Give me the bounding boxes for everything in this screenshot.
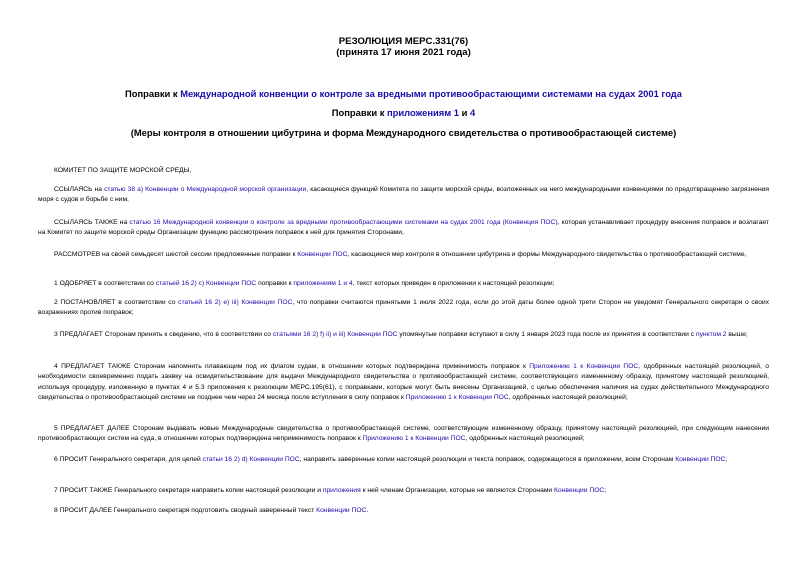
annex-link[interactable]: приложения: [322, 487, 361, 494]
adoption-date: (принята 17 июня 2021 года): [336, 47, 471, 58]
afs-convention-link[interactable]: Конвенции ПОС: [297, 251, 348, 258]
resolution-title: РЕЗОЛЮЦИЯ MEPC.331(76): [338, 36, 469, 47]
text: упомянутые поправки вступают в силу 1 января 2023 года после их принятия в соответствии с: [397, 331, 696, 338]
paragraph-1-adopts: [38, 279, 769, 289]
annex-and: и: [458, 107, 470, 118]
annex-1-convention-link[interactable]: Приложению 1 к Конвенции ПОС: [529, 363, 639, 370]
text: ССЫЛАЯСЬ на: [54, 186, 105, 193]
afs-convention-link[interactable]: Конвенции ПОС: [554, 487, 605, 494]
paragraph-5-invites-further: [38, 424, 769, 445]
article-16-2c-link[interactable]: статьей 16 2) c) Конвенции ПОС: [155, 280, 257, 287]
imo-article-link[interactable]: статью 38 a) Конвенции о Международной морской организации: [104, 186, 307, 193]
article-16-2e-link[interactable]: статьей 16 2) e) iii) Конвенции ПОС: [178, 299, 293, 306]
text: 4 ПРЕДЛАГАЕТ ТАКЖЕ Сторонам напомнить плавающим под их флагом судам, в отношении которых подтверждена применимость поправок к: [54, 363, 530, 370]
article-16-2f-link[interactable]: статьями 16 2) f) ii) и iii) Конвенции ПОС: [272, 331, 398, 338]
paragraph-committee: КОМИТЕТ ПО ЗАЩИТЕ МОРСКОЙ СРЕДЫ,: [54, 167, 192, 174]
paragraph-having-considered: [38, 250, 769, 260]
text: ;: [604, 487, 607, 494]
text: , касающиеся функций Комитета по защите морской среды, возложенных на него международными конвенциями по предотвращению загрязнения моря с судов и борьбе с ним,: [38, 186, 770, 204]
paragraph-8-requests-further: [38, 506, 769, 516]
text: , одобренных настоящей резолюцией, о необходимости своевременно подать заявку на освидетельствование для выдачи Международного свидетельства о противообрастающей системе, соответствующего измененному образцу, принятому настоящей резолюцией, используя процедуру, изложенную в пунктах 4 и 5.3 приложения к резолюции MEPC.195(61), с поправками, которые могут быть внесены Организацией, с целью обеспечения наличия на судах действительного Международного свидетельства о противообрастающей системе не позднее чем через 24 месяца после вступления в силу поправок к: [38, 363, 769, 401]
annex-1-link[interactable]: приложениям 1: [387, 107, 459, 118]
amendments-heading: [0, 88, 807, 99]
annex-1-convention-link[interactable]: Приложению 1 к Конвенции ПОС: [362, 435, 466, 443]
annex-prefix: Поправки к: [331, 107, 387, 118]
text: , касающиеся мер контроля в отношении цибутрина и формы Международного свидетельства о противообрастающей системе,: [347, 251, 747, 258]
text: 6 ПРОСИТ Генерального секретаря, для целей: [54, 456, 203, 463]
text: РАССМОТРЕВ на своей семьдесят шестой сессии предложенные поправки к: [54, 251, 298, 258]
annex-4-link[interactable]: 4: [469, 107, 476, 118]
text: 5 ПРЕДЛАГАЕТ ДАЛЕЕ Сторонам выдавать новые Международные свидетельства о противообрастающей системе, соответствующие измененному образцу, принятому настоящей резолюцией, при следующем нанесении противообрастающих систем на суда, в отношении которых подтверждена неприменимость поправок к: [38, 425, 769, 443]
text: , текст которых приведен в приложении к настоящей резолюции;: [352, 280, 555, 287]
paragraph-7-requests-also: [38, 486, 769, 496]
text: .: [366, 507, 369, 514]
amendments-prefix: Поправки к: [125, 88, 181, 99]
annexes-link[interactable]: приложениям 1 и 4: [293, 280, 353, 287]
paragraph-6-requests: [38, 455, 769, 465]
paragraph-recalling: [38, 185, 769, 206]
text: 7 ПРОСИТ ТАКЖЕ Генерального секретаря направить копии настоящей резолюции и: [54, 487, 323, 494]
text: ;: [725, 456, 728, 463]
text: , одобренных настоящей резолюцией;: [508, 393, 628, 401]
text: к ней членам Организации, которые не являются Сторонами: [360, 487, 555, 494]
text: поправки к: [256, 280, 294, 287]
paragraph-2-determines: [38, 298, 769, 319]
text: 3 ПРЕДЛАГАЕТ Сторонам принять к сведению, что в соответствии со: [54, 331, 273, 338]
text: , которая устанавливает процедуру внесения поправок и возлагает на Комитет по защите морской среды Организации функцию рассмотрения поправок к ней для принятия Сторонами,: [38, 219, 769, 237]
paragraph-4-invites-also: [38, 362, 769, 403]
annex-1-convention-link[interactable]: Приложению 1 к Конвенции ПОС: [405, 393, 509, 401]
paragraph-2-link[interactable]: пунктом 2: [695, 331, 727, 338]
text: 2 ПОСТАНОВЛЯЕТ в соответствии со: [54, 299, 179, 306]
text: ССЫЛАЯСЬ ТАКЖЕ на: [54, 219, 130, 226]
afs-convention-link[interactable]: Конвенции ПОС: [316, 507, 367, 514]
paragraph-3-invites: [38, 330, 769, 340]
text: , что поправки считаются принятыми 1 июля 2022 года, если до этой даты более одной трети Сторон не уведомят Генерального секретаря о своих возражениях против поправок;: [38, 299, 769, 317]
afs-convention-link[interactable]: Конвенции ПОС: [675, 456, 726, 463]
text: , одобренных настоящей резолюцией;: [465, 435, 585, 443]
annex-heading: [0, 107, 807, 118]
text: 1 ОДОБРЯЕТ в соответствии со: [54, 280, 156, 287]
text: выше;: [726, 331, 748, 338]
article-16-2d-link[interactable]: статьи 16 2) d) Конвенции ПОС: [202, 456, 300, 463]
paragraph-recalling-also: [38, 218, 769, 239]
afs-article-16-link[interactable]: статью 16 Международной конвенции о контроле за вредными противообрастающими системами на судах 2001 года (Конвенция ПОС): [129, 219, 558, 226]
text: 8 ПРОСИТ ДАЛЕЕ Генерального секретаря подготовить сводный заверенный текст: [54, 507, 317, 514]
scope-heading: (Меры контроля в отношении цибутрина и форма Международного свидетельства о противообрастающей системе): [130, 127, 677, 138]
convention-link[interactable]: Международной конвенции о контроле за вредными противообрастающими системами на судах 2001 года: [180, 88, 682, 99]
text: , направить заверенные копии настоящей резолюции и текста поправок, содержащегося в приложении, всем Сторонам: [299, 456, 676, 463]
